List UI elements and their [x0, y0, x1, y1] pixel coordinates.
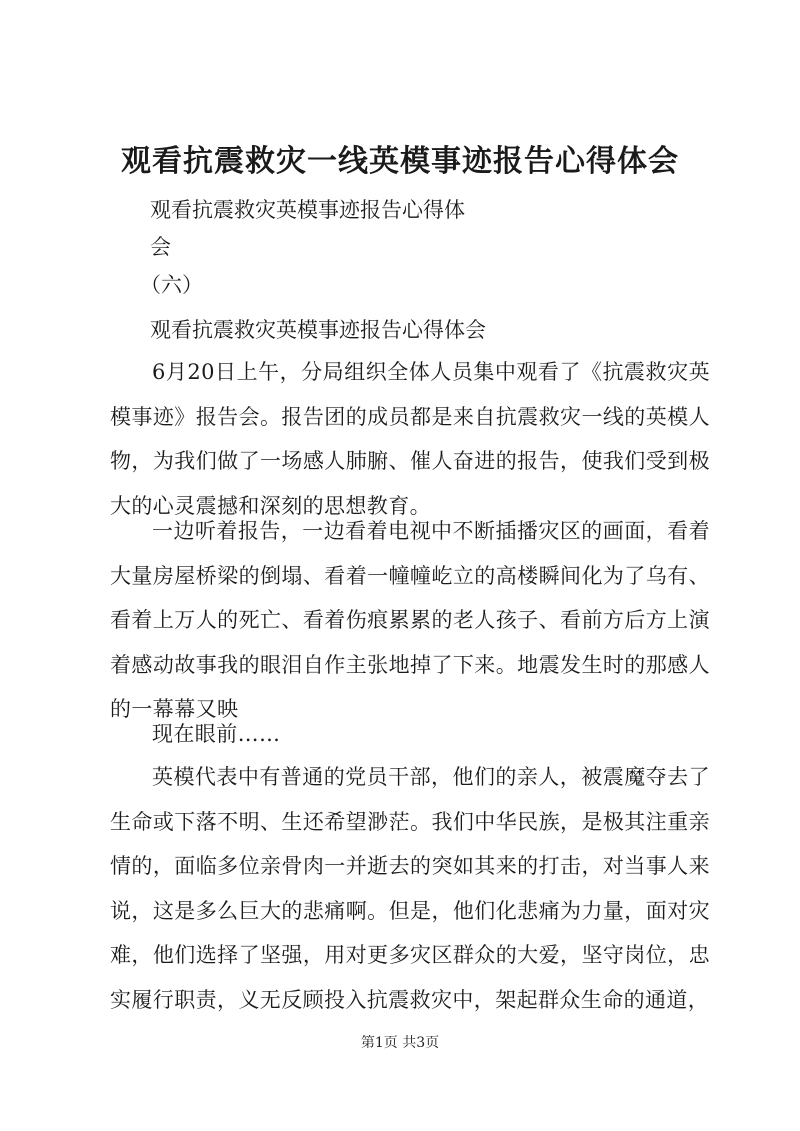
- subtitle-line-2: 会: [150, 235, 171, 259]
- body-paragraph-1: 6月20日上午，分局组织全体人员集中观看了《抗震救灾英模事迹》报告会。报告团的成员都是来自抗震救灾一线的英模人物，为我们做了一场感人肺腑、催人奋进的报告，使我们受到极大的心灵震撼和深刻的思想教育。: [110, 360, 710, 518]
- document-title: 观看抗震救灾一线英模事迹报告心得体会: [121, 144, 679, 179]
- body-paragraph-4: 英模代表中有普通的党员干部，他们的亲人，被震魔夺去了生命或下落不明、生还希望渺茫。我们中华民族，是极其注重亲情的，面临多位亲骨肉一并逝去的突如其来的打击，对当事人来说，这是多么巨大的悲痛啊。但是，他们化悲痛为力量，面对灾难，他们选择了坚强，用对更多灾区群众的大爱，坚守岗位，忠实履行职责，义无反顾投入抗震救灾中，架起群众生命的通道，: [110, 765, 710, 1012]
- page-footer: 第1页 共3页: [360, 1035, 440, 1051]
- section-number: （六）: [140, 273, 203, 297]
- subtitle-line-1: 观看抗震救灾英模事迹报告心得体: [150, 198, 465, 222]
- body-paragraph-2: 一边听着报告，一边看着电视中不断插播灾区的画面，看着大量房屋桥梁的倒塌、看着一幢幢屹立的高楼瞬间化为了乌有、看着上万人的死亡、看着伤痕累累的老人孩子、看前方后方上演着感动故事我的眼泪自作主张地掉了下来。地震发生时的那感人的一幕幕又映: [110, 519, 710, 721]
- body-paragraph-3: 现在眼前……: [152, 722, 281, 746]
- section-title: 观看抗震救灾英模事迹报告心得体会: [150, 318, 486, 342]
